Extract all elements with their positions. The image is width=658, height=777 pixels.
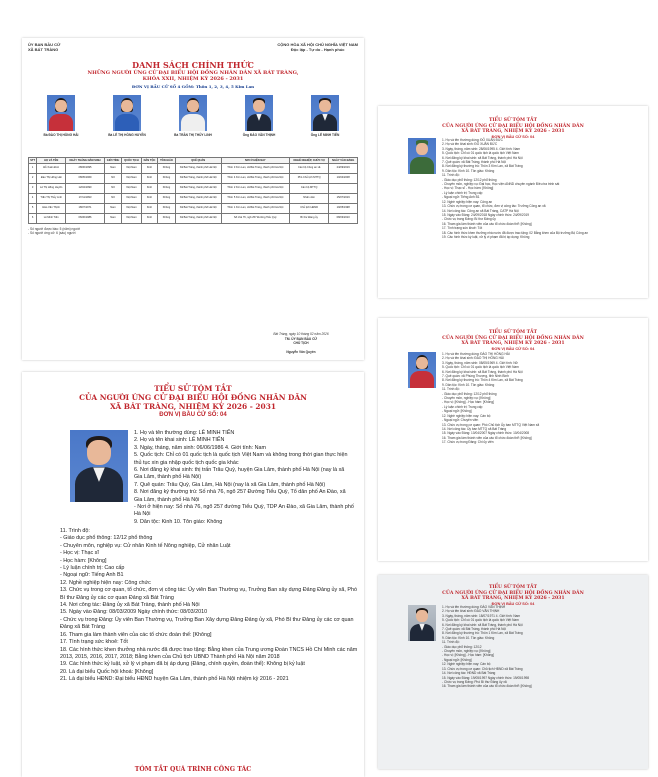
table-cell-date: 15/07/2019 — [329, 193, 358, 203]
bio-hai-fields — [442, 352, 640, 445]
table-cell-home: Xã Bát Tràng, thành phố Hà Nội — [175, 163, 221, 173]
bio-field-line: 5. Quốc tịch: Chỉ có 01 quốc tịch là quốc tịch Việt Nam — [442, 618, 519, 623]
bio-field-line: 3. Ngày, tháng, năm sinh: 28/06/1995 4. Giới tính: Nam — [442, 146, 521, 151]
table-cell-addr: Thôn 5 Kim Lan, xã Bát Tràng, thành phố Hà Nội — [221, 193, 289, 203]
bio-thinh-title-3: XÃ BÁT TRÀNG, NHIỆM KỲ 2026 - 2031 — [461, 596, 565, 602]
bio-field-line: - Lý luận chính trị: Cao cấp — [60, 565, 125, 572]
bio-duc-title-1: TIỂU SỬ TÓM TẮT — [488, 118, 538, 123]
col-hometown: QUÊ QUÁN — [175, 158, 221, 164]
bio-field-line: 2. Họ và tên khai sinh: LÊ MINH TIẾN — [134, 437, 225, 444]
bio-field-line: 17. Chức vụ trong Đảng: Chi ủy viên — [442, 440, 494, 445]
table-cell-dob: 17/11/1993 — [66, 193, 105, 203]
table-cell-addr: Thôn 1 Kim Lan, xã Bát Tràng, thành phố Hà Nội — [221, 203, 289, 213]
bio-field-line: - Lý luận chính trị: Trung cấp — [442, 404, 483, 409]
table-cell-name: Lê Minh Tiến — [37, 213, 66, 223]
bio-field-line: - Chức vụ trong Đảng: Ủy viên Ban Thường vụ, Trưởng Ban Xây dựng Đảng Đảng ủy xã, Phó Bí thư Đảng ủy các cơ quan Đảng xã Bát Tràng — [60, 616, 354, 631]
bio-field-line: 18. Các hình thức khen thưởng nhà nước đã được trao tặng: 02 Bằng khen của Bộ trưởng Bộ Công an — [442, 230, 589, 235]
bio-field-line: 18. Các hình thức khen thưởng nhà nước đã được trao tặng: Bằng khen của Trung ương Đoàn TNCS Hồ Chí Minh các năm 2013, 2015, 2016, 2017, 2018; Bằng khen của Chủ tịch UBND Thành phố Hà Nội năm 2018 — [60, 646, 358, 660]
bio-document-tien — [22, 372, 364, 777]
list-sign-title-1: TM. ỦY BAN BẦU CỬ — [284, 336, 318, 341]
bio-duc-title-3: XÃ BÁT TRÀNG, NHIỆM KỲ 2026 - 2031 — [461, 129, 565, 135]
bio-tien-title-3: XÃ BÁT TRÀNG, NHIỆM KỲ 2026 - 2031 — [110, 402, 276, 411]
candidate-photo-card — [98, 95, 156, 151]
bio-field-line: 20. Là đại biểu Quốc hội khoá: [Không] — [60, 668, 154, 675]
table-cell-rel: Không — [158, 173, 176, 183]
bio-field-line: 7. Quê quán: xã Bát Tràng, thành phố Hà Nội — [442, 627, 506, 632]
col-nationality: QUỐC TỊCH — [122, 158, 142, 164]
col-party-date: NGÀY VÀO ĐẢNG — [329, 158, 358, 164]
table-cell-name: Đào Thị Hồng Hải — [37, 173, 66, 183]
bio-field-line: 3. Ngày, tháng, năm sinh: 18/07/1971 4. Giới tính: Nam — [442, 613, 521, 618]
table-cell-nat: Việt Nam — [122, 173, 142, 183]
table-cell-stt: 1 — [29, 163, 37, 173]
table-cell-name: Trần Thị Thủy Linh — [37, 193, 66, 203]
bio-field-line: 11. Trình độ: — [60, 528, 90, 534]
bio-field-line: 17. Tình trạng sức khoẻ: Tốt — [442, 226, 483, 231]
table-row — [29, 183, 358, 193]
bio-field-line: 13. Chức vụ trong cơ quan, tổ chức, đơn vị công tác: Trưởng Công an xã — [442, 204, 546, 209]
table-cell-rel: Không — [158, 183, 176, 193]
bio-hai-unit: ĐƠN VỊ BẦU CỬ SỐ: 04 — [491, 346, 535, 351]
bio-field-line: 15. Ngày vào Đảng: 24/09/2018 Ngày chính thức: 24/09/2019 — [442, 212, 530, 217]
bio-field-line: 13. Chức vụ trong cơ quan: Phó Chủ tịch Ủy ban MTTQ Việt Nam xã — [442, 422, 540, 427]
list-unit: ĐƠN VỊ BẦU CỬ SỐ 4 GỒM: Thôn 1, 2, 3, 4, 5 Kim Lan — [131, 84, 255, 89]
bio-field-line: - Chuyên môn, nghiệp vụ: [Không] — [442, 396, 491, 401]
candidate-photo-name: Bà LÊ THỊ HỒNG HUYỀN — [108, 133, 146, 137]
table-cell-date — [329, 183, 358, 193]
list-subtitle-2: KHÓA XXII, NHIỆM KỲ 2026 - 2031 — [142, 76, 244, 82]
col-sex: GIỚI TÍNH — [104, 158, 121, 164]
bio-field-line: - Giáo dục phổ thông: 12/12 phổ thông — [442, 391, 497, 396]
bio-field-line: 15. Ngày vào Đảng: 19/05/1997 Ngày chính thức: 19/05/1998 — [442, 675, 530, 680]
table-cell-date: 24/09/2019 — [329, 163, 358, 173]
bio-field-line: - Nơi ở hiện nay: Số nhà 76, ngõ 257 đường Tiểu Quỳ, TDP An Đào, xã Gia Lâm, thành phố Hà Nội — [134, 504, 354, 518]
list-header-left — [28, 42, 60, 52]
bio-tien-fields-bottom — [60, 528, 360, 684]
bio-field-line: 11. Trình độ: — [442, 173, 460, 178]
bio-document-thinh — [378, 575, 648, 769]
table-cell-sex: Nữ — [104, 183, 121, 193]
list-title: DANH SÁCH CHÍNH THỨC — [132, 60, 254, 70]
bio-field-line: 6. Nơi đăng ký khai sinh: xã Bát Tràng, thành phố Hà Nội — [442, 369, 523, 374]
col-religion: TÔN GIÁO — [158, 158, 176, 164]
bio-field-line: 14. Nơi công tác: Ủy ban MTTQ xã Bát Tràng — [442, 426, 507, 431]
bio-thinh-title-2: CỦA NGƯỜI ỨNG CỬ ĐẠI BIỂU HỘI ĐỒNG NHÂN DÂN — [442, 590, 584, 596]
bio-field-line: 15. Ngày vào Đảng: 08/03/2009 Ngày chính thức: 08/03/2010 — [60, 609, 208, 616]
bio-field-line: 16. Tham gia làm thành viên của các tổ chức đoàn thể: [Không] — [442, 221, 532, 226]
bio-field-line: - Chuyên môn, nghiệp vụ: Cử nhân Kinh tế Nông nghiệp, Cử nhân Luật — [60, 542, 231, 549]
table-cell-sex: Nam — [104, 163, 121, 173]
bio-field-line: 16. Tham gia làm thành viên của các tổ chức đoàn thể: [Không] — [60, 631, 212, 638]
bio-field-line: 3. Ngày, tháng, năm sinh: 08/05/1969 4. Giới tính: Nữ — [442, 360, 518, 365]
table-cell-dob: 12/04/1990 — [66, 183, 105, 193]
bio-tien-title-2: CỦA NGƯỜI ỨNG CỬ ĐẠI BIỂU HỘI ĐỒNG NHÂN DÂN — [79, 393, 307, 402]
table-cell-name: Đào Văn Thịnh — [37, 203, 66, 213]
bio-tien-fields-top — [134, 430, 354, 526]
candidate-photos — [28, 95, 358, 151]
bio-field-line: - Ngoại ngữ: Tiếng Anh B1 — [60, 572, 124, 579]
bio-field-line: 12. Nghề nghiệp hiện nay: Công an — [442, 199, 493, 204]
table-cell-eth: Kinh — [141, 213, 157, 223]
candidate-photo-card — [164, 95, 222, 151]
bio-field-line: - Chức vụ trong Đảng: Phó Bí thư Đảng ủy xã — [442, 679, 507, 684]
bio-tien-title-1: TIỂU SỬ TÓM TẮT — [154, 384, 232, 393]
table-cell-job: Cán bộ Công an xã — [289, 163, 328, 173]
candidate-table — [28, 157, 358, 224]
bio-duc-fields — [442, 138, 640, 239]
bio-thinh-fields — [442, 605, 640, 689]
candidate-photo-card — [32, 95, 90, 151]
bio-field-line: - Ngoại ngữ: [Không] — [442, 657, 472, 662]
bio-field-line: - Chuyên môn, nghiệp vụ: [Không] — [442, 649, 491, 654]
bio-field-line: 5. Quốc tịch: Chỉ có 01 quốc tịch là quốc tịch Việt Nam — [442, 365, 519, 370]
bio-field-line: 19. Các hình thức kỷ luật, xử lý vi phạm đã bị áp dụng (Đảng, chính quyền, đoàn thể): Không bị kỷ luật — [60, 661, 305, 668]
bio-field-line: 11. Trình độ: — [442, 387, 460, 392]
col-address: NƠI Ở HIỆN NAY — [221, 158, 289, 164]
bio-field-line: 17. Tình trạng sức khoẻ: Tốt — [60, 639, 128, 646]
official-list-document — [22, 38, 364, 360]
table-cell-addr: Số nhà 76, ngõ 257 Đường Tiểu Quỳ — [221, 213, 289, 223]
table-cell-sex: Nam — [104, 213, 121, 223]
table-cell-home: Xã Bát Tràng, thành phố Hà Nội — [175, 213, 221, 223]
bio-field-line: 6. Nơi đăng ký khai sinh: thị trấn Trâu Quỳ, huyện Gia Lâm, thành phố Hà Nội (nay là xã Gia Lâm, thành phố Hà Nội) — [134, 467, 345, 481]
bio-field-line: - Học vị: [Không] - Học hàm: [Không] — [442, 400, 494, 405]
candidate-photo — [311, 95, 339, 131]
bio-tien-photo — [70, 430, 128, 502]
bio-field-line: 8. Nơi đăng ký thường trú: Thôn 4 Kim Lan, xã Bát Tràng — [442, 378, 523, 383]
bio-field-line: 2. Họ và tên khai sinh: ĐÀO VĂN THỊNH — [442, 609, 500, 614]
bio-field-line: 7. Quê quán: Trâu Quỳ, Gia Lâm, Hà Nội (nay là xã Gia Lâm, thành phố Hà Nội) — [134, 481, 326, 488]
col-stt: STT — [30, 158, 36, 162]
table-cell-nat: Việt Nam — [122, 163, 142, 173]
bio-hai-photo — [408, 352, 436, 388]
table-row — [29, 173, 358, 183]
bio-field-line: - Ngoại ngữ: Chuyên viên — [442, 418, 479, 423]
list-footnote-1: - Số người được bầu: 5 (năm) người — [28, 226, 81, 231]
table-cell-eth: Kinh — [141, 183, 157, 193]
table-cell-sex: Nữ — [104, 173, 121, 183]
table-cell-nat: Việt Nam — [122, 193, 142, 203]
table-cell-date: 19/05/1998 — [329, 203, 358, 213]
table-cell-job: Chủ tịch HĐND — [289, 203, 328, 213]
candidate-photo-name: Ông LÊ MINH TIẾN — [310, 133, 340, 137]
bio-field-line: 12. Nghề nghiệp hiện nay: Công chức — [60, 579, 151, 586]
table-cell-addr: Thôn 3 Kim Lan, xã Bát Tràng, thành phố Hà Nội — [221, 163, 289, 173]
table-cell-name: Đỗ Xuân Đức — [37, 163, 66, 173]
col-dob: NGÀY THÁNG NĂM SINH — [66, 158, 105, 164]
table-cell-job: Cán bộ MTTQ — [289, 183, 328, 193]
bio-field-line: 9. Dân tộc: Kinh 10. Tôn giáo: Không — [442, 382, 495, 387]
list-header-right-line1: CỘNG HÒA XÃ HỘI CHỦ NGHĨA VIỆT NAM — [277, 42, 358, 47]
table-cell-rel: Không — [158, 193, 176, 203]
table-cell-job: Nhân viên — [289, 193, 328, 203]
table-cell-rel: Không — [158, 203, 176, 213]
bio-field-line: - Học hàm: [Không] — [60, 557, 107, 564]
table-cell-addr: Thôn 2 Kim Lan, xã Bát Tràng, thành phố Hà Nội — [221, 183, 289, 193]
list-header-left-line1: ỦY BAN BẦU CỬ — [28, 42, 61, 47]
list-header-right-line2: Độc lập - Tự do - Hạnh phúc — [290, 47, 345, 52]
bio-field-line: 12. Nghề nghiệp hiện nay: Cán bộ — [442, 662, 491, 667]
bio-field-line: 6. Nơi đăng ký khai sinh: xã Bát Tràng, thành phố Hà Nội — [442, 622, 523, 627]
bio-field-line: 1. Họ và tên thường dùng: ĐỖ XUÂN ĐỨC — [442, 138, 503, 142]
bio-field-line: - Giáo dục phổ thông: 12/12 phổ thông — [60, 535, 153, 542]
bio-field-line: - Giáo dục phổ thông: 12/12 phổ thông — [442, 177, 497, 182]
bio-field-line: - Học vị: Thạc sĩ — [60, 550, 99, 557]
table-cell-rel: Không — [158, 213, 176, 223]
table-cell-job: Bí thư Đảng ủy — [289, 213, 328, 223]
bio-field-line: 14. Nơi công tác: Công an xã Bát Tràng, CATP Hà Nội — [442, 208, 519, 213]
candidate-photo — [113, 95, 141, 131]
bio-thinh-title-1: TIỂU SỬ TÓM TẮT — [488, 585, 538, 590]
table-cell-sex: Nam — [104, 203, 121, 213]
bio-field-line: 11. Trình độ: — [442, 640, 460, 645]
bio-field-line: - Giáo dục phổ thông: 12/12 — [442, 644, 482, 649]
table-cell-home: Xã Bát Tràng, thành phố Hà Nội — [175, 203, 221, 213]
bio-field-line: 13. Chức vụ trong cơ quan: Chủ tịch HĐND xã Bát Tràng — [442, 666, 523, 671]
list-sign-date: Bát Tràng, ngày 10 tháng 02 năm 2026 — [273, 332, 329, 337]
candidate-photo-card — [230, 95, 288, 151]
table-row — [29, 203, 358, 213]
bio-hai-title-1: TIỂU SỬ TÓM TẮT — [488, 330, 538, 335]
table-cell-date: 10/04/2008 — [329, 173, 358, 183]
table-cell-stt: 3 — [29, 183, 37, 193]
list-footnote-2: - Số người ứng cử: 6 (sáu) người — [28, 231, 76, 235]
bio-field-line: - Ngoại ngữ: Tiếng Anh B1 — [442, 195, 480, 200]
table-cell-dob: 08/05/1969 — [66, 173, 105, 183]
table-cell-home: Xã Bát Tràng, thành phố Hà Nội — [175, 173, 221, 183]
candidate-photo-name: Ông ĐÀO VĂN THỊNH — [242, 133, 276, 137]
bio-field-line: 21. Là đại biểu HĐND: Đại biểu HĐND huyện Gia Lâm, thành phố Hà Nội nhiệm kỳ 2016 - 2021 — [60, 676, 289, 683]
table-cell-stt: 4 — [29, 193, 37, 203]
candidate-photo — [47, 95, 75, 131]
bio-field-line: 14. Nơi công tác: HĐND xã Bát Tràng — [442, 671, 496, 676]
table-cell-nat: Việt Nam — [122, 203, 142, 213]
list-header-left-line2: XÃ BÁT TRÀNG — [28, 47, 59, 52]
table-cell-dob: 18/07/1971 — [66, 203, 105, 213]
bio-hai-title-3: XÃ BÁT TRÀNG, NHIỆM KỲ 2026 - 2031 — [461, 341, 565, 347]
table-cell-eth: Kinh — [141, 173, 157, 183]
bio-field-line: 5. Quốc tịch: Chỉ có 01 quốc tịch là quốc tịch Việt Nam và không trong thời gian thực hiện thủ tục xin gia nhập quốc tịch quốc gia khác — [134, 452, 348, 466]
bio-field-line: 9. Dân tộc: Kinh 10. Tôn giáo: Không — [442, 168, 495, 173]
bio-field-line: 7. Quê quán: xã Phúng Thượng, tỉnh Ninh Bình — [442, 374, 509, 379]
col-name: HỌ VÀ TÊN — [37, 158, 66, 164]
bio-field-line: 1. Họ và tên thường dùng: ĐÀO THỊ HỒNG HẢI — [442, 352, 510, 356]
table-cell-date: 08/03/2010 — [329, 213, 358, 223]
table-cell-stt: 5 — [29, 203, 37, 213]
list-sign-name: Nguyễn Văn Quyền — [286, 349, 316, 354]
bio-thinh-unit: ĐƠN VỊ BẦU CỬ SỐ: 04 — [491, 601, 535, 606]
table-row — [29, 193, 358, 203]
bio-field-line: 6. Nơi đăng ký khai sinh: xã Bát Tràng, thành phố Hà Nội — [442, 155, 523, 160]
bio-hai-title-2: CỦA NGƯỜI ỨNG CỬ ĐẠI BIỂU HỘI ĐỒNG NHÂN DÂN — [442, 335, 584, 341]
bio-field-line: - Chuyên môn, nghiệp vụ: Đại học, Học viện ANND chuyên ngành Điều tra trinh sát — [442, 182, 560, 187]
bio-thinh-photo — [408, 605, 436, 641]
bio-field-line: 2. Họ và tên khai sinh: ĐÀO THỊ HỒNG HẢI — [442, 356, 504, 361]
table-cell-job: Phó Chủ tịch MTTQ — [289, 173, 328, 183]
table-cell-stt: 6 — [29, 213, 37, 223]
list-sign-title-2: CHỦ TỊCH — [293, 341, 309, 346]
table-cell-addr: Thôn 4 Kim Lan, xã Bát Tràng, thành phố Hà Nội — [221, 173, 289, 183]
candidate-photo-card — [296, 95, 354, 151]
col-job: NGHỀ NGHIỆP, CHỨC VỤ — [289, 158, 328, 164]
bio-field-line: 9. Dân tộc: Kinh 10. Tôn giáo: Không — [442, 635, 495, 640]
list-header-right — [277, 42, 358, 52]
bio-field-line: 5. Quốc tịch: Chỉ có 01 quốc tịch là quốc tịch Việt Nam — [442, 151, 519, 156]
table-cell-name: Lê Thị Hồng Huyền — [37, 183, 66, 193]
table-cell-nat: Việt Nam — [122, 213, 142, 223]
bio-field-line: 1. Họ và tên thường dùng: LÊ MINH TIẾN — [134, 430, 235, 436]
bio-duc-photo — [408, 138, 436, 174]
bio-field-line: 15. Ngày vào Đảng: 10/04/2007 Ngày chính thức: 10/04/2008 — [442, 431, 530, 436]
bio-duc-unit: ĐƠN VỊ BẦU CỬ SỐ: 04 — [491, 134, 535, 139]
table-cell-dob: 06/06/1986 — [66, 213, 105, 223]
bio-field-line: 7. Quê quán: xã Bát Tràng, thành phố Hà Nội — [442, 160, 506, 165]
table-row — [29, 213, 358, 223]
bio-document-hai — [378, 318, 648, 561]
bio-tien-unit: ĐƠN VỊ BẦU CỬ SỐ: 04 — [159, 412, 227, 418]
bio-field-line: 16. Tham gia làm thành viên của các tổ chức đoàn thể: [Không] — [442, 435, 532, 440]
table-cell-rel: Không — [158, 163, 176, 173]
bio-field-line: 14. Nơi công tác: Đảng ủy xã Bát Tràng, thành phố Hà Nội — [60, 602, 200, 609]
table-cell-home: Xã Bát Tràng, thành phố Hà Nội — [175, 183, 221, 193]
bio-field-line: 13. Chức vụ trong cơ quan, tổ chức, đơn vị công tác: Ủy viên Ban Thường vụ, Trưởng Ban xây dựng Đảng Đảng ủy xã, Phó Bí thư Đảng ủy các cơ quan Đảng xã Bát Tràng — [60, 587, 357, 601]
bio-field-line: 8. Nơi đăng ký thường trú: Số nhà 76, ngõ 257 Đường Tiểu Quỳ, Tổ dân phố An Đào, xã Gia Lâm, thành phố Hà Nội — [134, 489, 346, 503]
candidate-photo-name: Bà TRẦN THỊ THỦY LINH — [174, 133, 212, 137]
table-cell-nat: Việt Nam — [122, 183, 142, 193]
bio-field-line: 19. Các hình thức kỷ luật, xử lý vi phạm đã bị áp dụng: Không — [442, 234, 530, 239]
candidate-photo — [245, 95, 273, 131]
bio-field-line: - Học vị: Thạc sĩ - Học hàm: [Không] — [442, 186, 494, 191]
bio-field-line: 12. Nghề nghiệp hiện nay: Cán bộ — [442, 413, 491, 418]
bio-field-line: 8. Nơi đăng ký thường trú: Thôn 3 Kim Lan, xã Bát Tràng — [442, 164, 523, 169]
bio-field-line: 1. Họ và tên thường dùng: ĐÀO VĂN THỊNH — [442, 605, 506, 609]
bio-field-line: 16. Tham gia làm thành viên của các tổ chức đoàn thể: [Không] — [442, 684, 532, 689]
bio-field-line: 8. Nơi đăng ký thường trú: Thôn 1 Kim Lan, xã Bát Tràng — [442, 631, 523, 636]
list-signature — [256, 332, 346, 354]
bio-field-line: - Học vị: [Không] - Học hàm: [Không] — [442, 653, 494, 658]
bio-field-line: 2. Họ và tên khai sinh: ĐỖ XUÂN ĐỨC — [442, 142, 498, 147]
bio-duc-title-2: CỦA NGƯỜI ỨNG CỬ ĐẠI BIỂU HỘI ĐỒNG NHÂN DÂN — [442, 123, 584, 129]
bio-field-line: - Ngoại ngữ: [Không] — [442, 409, 472, 414]
table-cell-eth: Kinh — [141, 193, 157, 203]
table-cell-sex: Nữ — [104, 193, 121, 203]
list-subtitle-1: NHỮNG NGƯỜI ỨNG CỬ ĐẠI BIỂU HỘI ĐỒNG NHÂN DÂN XÃ BÁT TRÀNG, — [87, 70, 299, 76]
bio-field-line: - Chức vụ trong Đảng: Bí thư Đảng ủy — [442, 217, 496, 222]
col-ethnicity: DÂN TỘC — [141, 158, 157, 164]
table-cell-dob: 28/06/1995 — [66, 163, 105, 173]
bio-field-line: 3. Ngày, tháng, năm sinh: 06/06/1986 4. Giới tính: Nam — [134, 444, 266, 451]
table-cell-eth: Kinh — [141, 163, 157, 173]
bio-field-line: - Lý luận chính trị: Trung cấp — [442, 190, 483, 195]
table-cell-home: Xã Bát Tràng, thành phố Hà Nội — [175, 193, 221, 203]
bio-tien-footer: TÓM TẮT QUÁ TRÌNH CÔNG TÁC — [134, 766, 252, 773]
candidate-photo-name: Bà ĐÀO THỊ HỒNG HẢI — [43, 133, 79, 137]
bio-field-line: 9. Dân tộc: Kinh 10. Tôn giáo: Không — [134, 518, 223, 525]
table-row — [29, 163, 358, 173]
bio-document-duc — [378, 106, 648, 298]
table-cell-stt: 2 — [29, 173, 37, 183]
candidate-photo — [179, 95, 207, 131]
table-cell-eth: Kinh — [141, 203, 157, 213]
